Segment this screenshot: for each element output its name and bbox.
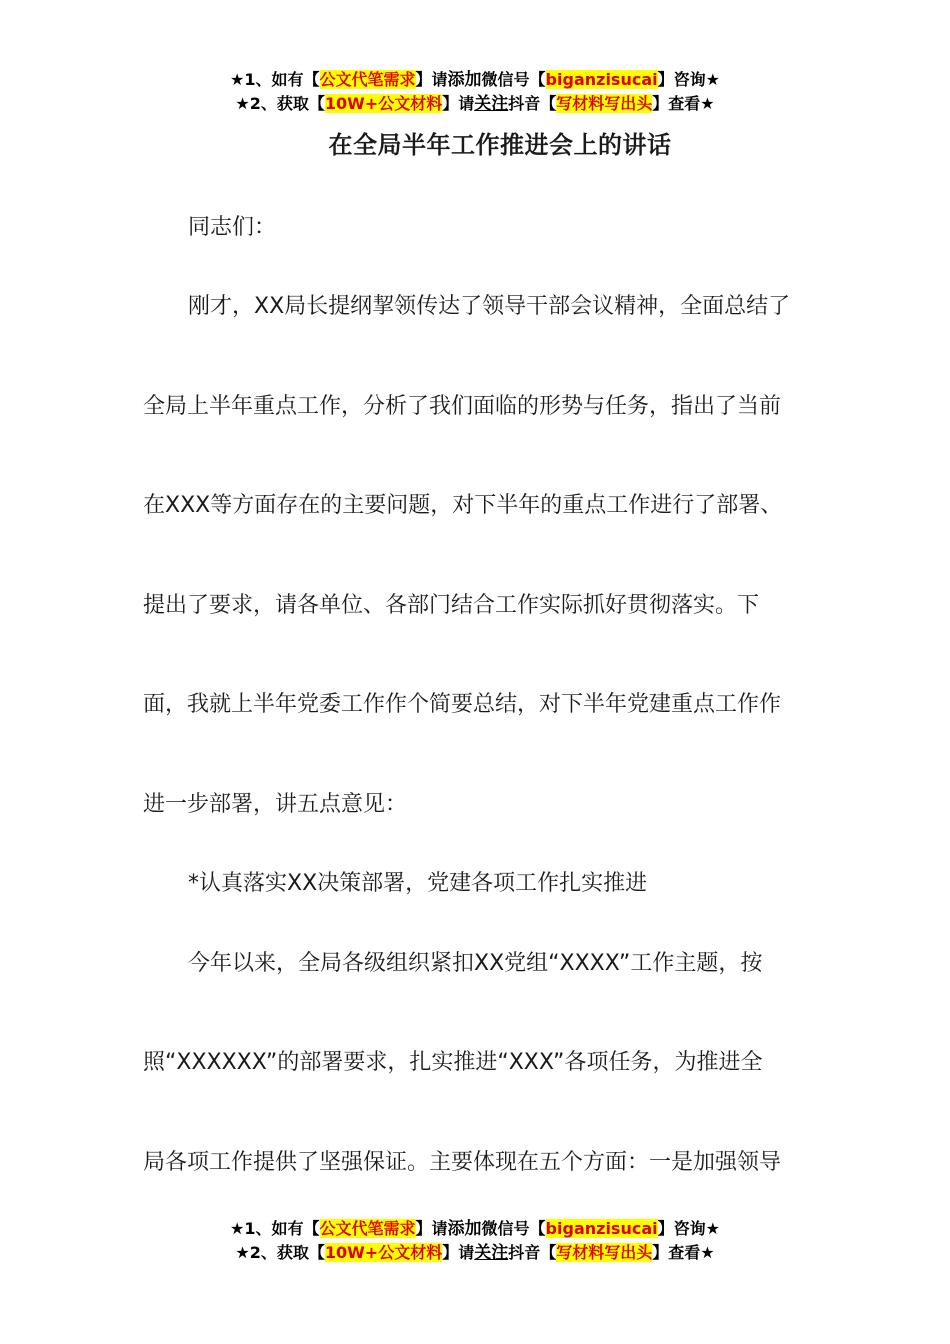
promo-highlight: 10W+公文材料: [324, 94, 443, 113]
promo-wechat-id: biganzisucai: [545, 1219, 658, 1238]
promo-text: 】查看★: [652, 94, 715, 113]
promo-text: 】请: [415, 70, 448, 89]
header-promo-banner: [0, 68, 950, 116]
promo-text: ★2、获取【: [235, 1243, 325, 1262]
promo-douyin-name: 写材料写出头: [556, 1243, 653, 1262]
promo-text: 微信号【: [481, 70, 546, 89]
promo-text: 微信号【: [481, 1219, 546, 1238]
promo-emphasis: 关注: [474, 94, 509, 114]
promo-text: 】咨询★: [657, 70, 720, 89]
body-line: 今年以来，全局各级组织紧扣XX党组“XXXX”工作主题，按: [188, 951, 763, 976]
promo-text: ★1、如有【: [230, 1219, 320, 1238]
body-line: 进一步部署，讲五点意见：: [143, 792, 408, 817]
document-title: 在全局半年工作推进会上的讲话: [328, 131, 672, 159]
body-line: 提出了要求，请各单位、各部门结合工作实际抓好贯彻落实。下: [143, 593, 760, 618]
promo-text: 】请: [442, 94, 475, 113]
section-heading: *认真落实XX决策部署，党建各项工作扎实推进: [188, 871, 648, 896]
promo-highlight: 10W+公文材料: [324, 1243, 443, 1262]
promo-douyin-name: 写材料写出头: [556, 94, 653, 113]
promo-emphasis: 添加: [447, 1219, 482, 1239]
promo-line-1: [0, 68, 950, 92]
promo-text: ★2、获取【: [235, 94, 325, 113]
promo-text: 抖音【: [508, 94, 557, 113]
body-line: 局各项工作提供了坚强保证。主要体现在五个方面：一是加强领导: [143, 1150, 782, 1175]
promo-line-2: [0, 92, 950, 116]
promo-line-2: [0, 1241, 950, 1265]
promo-text: ★1、如有【: [230, 70, 320, 89]
body-line: 面，我就上半年党委工作作个简要总结，对下半年党建重点工作作: [143, 692, 782, 717]
promo-emphasis: 添加: [447, 70, 482, 90]
promo-text: 】请: [415, 1219, 448, 1238]
promo-line-1: [0, 1217, 950, 1241]
promo-highlight: 公文代笔需求: [319, 1219, 416, 1238]
footer-promo-banner: [0, 1217, 950, 1265]
promo-wechat-id: biganzisucai: [545, 70, 658, 89]
body-line: 在XXX等方面存在的主要问题，对下半年的重点工作进行了部署、: [143, 493, 783, 518]
body-line: 照“XXXXXX”的部署要求，扎实推进“XXX”各项任务，为推进全: [143, 1050, 763, 1075]
promo-text: 】请: [442, 1243, 475, 1262]
promo-highlight: 公文代笔需求: [319, 70, 416, 89]
promo-emphasis: 关注: [474, 1243, 509, 1263]
body-line: 全局上半年重点工作，分析了我们面临的形势与任务，指出了当前: [143, 394, 782, 419]
promo-text: 抖音【: [508, 1243, 557, 1262]
salutation: 同志们：: [188, 215, 277, 240]
body-line: 刚才，XX局长提纲挈领传达了领导干部会议精神，全面总结了: [188, 294, 791, 319]
promo-text: 】查看★: [652, 1243, 715, 1262]
promo-text: 】咨询★: [657, 1219, 720, 1238]
